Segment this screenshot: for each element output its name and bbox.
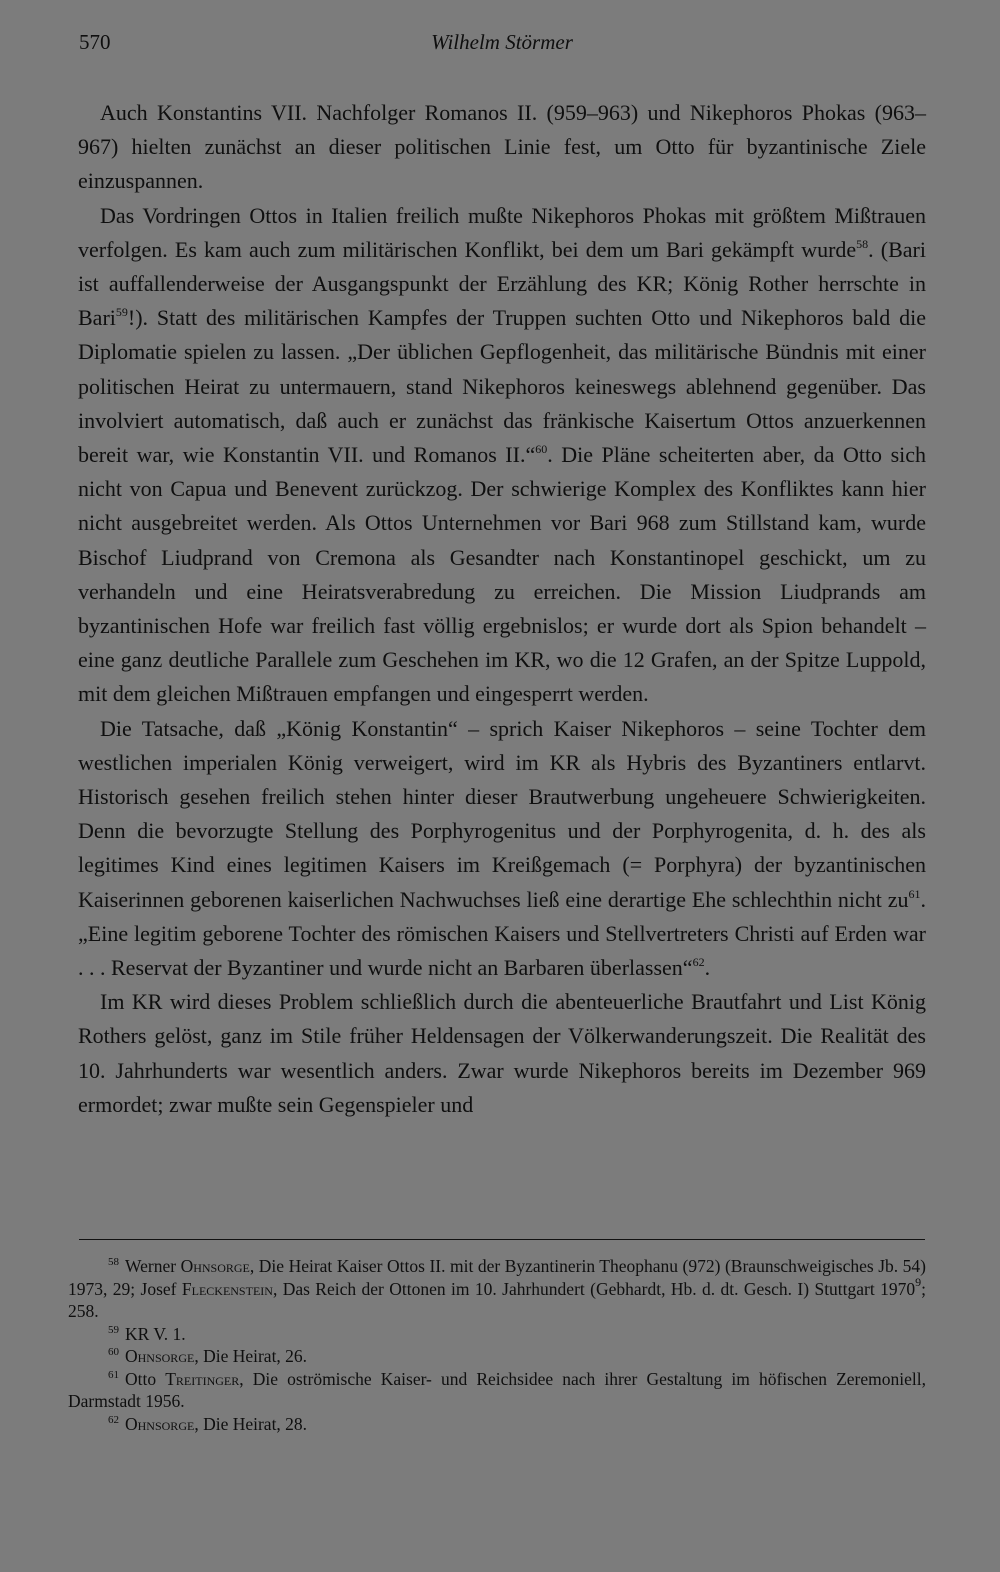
footnote-reference: 59 (115, 305, 128, 320)
paragraph: Auch Konstantins VII. Nachfolger Romanos II. (959–963) und Nikephoros Phokas (963–967) hielten zunächst an dieser politischen Linie fest, um Otto für byzantinische Ziele einzuspannen. (78, 100, 926, 194)
footnote-number: 58 (108, 1256, 119, 1268)
footnote-reference: 58 (856, 236, 869, 251)
footnote: $^{58}$ Werner Ohnsorge, Die Heirat Kaiser Ottos II. mit der Byzantinerin Theophanu (972) (Braunschweigisches Jb. 54) 1973, 29; Josef Fleckenstein, Das Reich der Ottonen im 10. Jahrhundert (Gebhardt, Hb. d. dt. Gesch. I) Stuttgart 1970$^9$; 258. (68, 1256, 926, 1321)
paragraph: Das Vordringen Ottos in Italien freilich mußte Nikephoros Phokas mit größtem Mißtrauen verfolgen. Es kam auch zum militärischen Konflikt, bei dem um Bari gekämpft wurde$^{58}$. (Bari ist auffallenderweise der Ausgangspunkt der Erzählung des KR; König Rother herrschte in Bari$^{59}$!). Statt des militärischen Kampfes der Truppen suchten Otto und Nikephoros bald die Diplomatie spielen zu lassen. „Der üblichen Gepflogenheit, das militärische Bündnis mit einer politischen Heirat zu untermauern, stand Nikephoros keineswegs ablehnend gegenüber. Das involviert automatisch, daß auch er zunächst das fränkische Kaisertum Ottos anzuerkennen bereit war, wie Konstantin VII. und Romanos II.“$^{60}$. Die Pläne scheiterten aber, da Otto sich nicht von Capua und Benevent zurückzog. Der schwierige Komplex des Konfliktes kann hier nicht ausgebreitet werden. Als Ottos Unternehmen vor Bari 968 zum Stillstand kam, wurde Bischof Liudprand von Cremona als Gesandter nach Konstantinopel geschickt, um zu verhandeln und eine Heiratsverabredung zu erreichen. Die Mission Liudprands am byzantinischen Hofe war freilich fast völlig ergebnislos; er wurde dort als Spion behandelt – eine ganz deutliche Parallele zum Geschehen im KR, wo die 12 Grafen, an der Spitze Luppold, mit dem gleichen Mißtrauen empfangen und eingesperrt werden. (78, 202, 927, 707)
paragraph: Im KR wird dieses Problem schließlich durch die abenteuerliche Brautfahrt und List König Rothers gelöst, ganz im Stile früher Heldensagen der Völkerwanderungszeit. Die Realität des 10. Jahrhunderts war wesentlich anders. Zwar wurde Nikephoros bereits im Dezember 969 ermordet; zwar mußte sein Gegenspieler und (78, 989, 926, 1117)
paragraph: Die Tatsache, daß „König Konstantin“ – sprich Kaiser Nikephoros – seine Tochter dem westlichen imperialen König verweigert, wird im KR als Hybris des Byzantiners entlarvt. Historisch gesehen freilich stehen hinter dieser Brautwerbung ungeheuere Schwierigkeiten. Denn die bevorzugte Stellung des Porphyrogenitus und der Porphyrogenita, d. h. des als legitimes Kind eines legitimen Kaisers im Kreißgemach (= Porphyra) der byzantinischen Kaiserinnen geborenen kaiserlichen Nachwuchses ließ eine derartige Ehe schlechthin nicht zu$^{61}$. „Eine legitim geborene Tochter des römischen Kaisers und Stellvertreters Christi auf Erden war . . . Reservat der Byzantiner und wurde nicht an Barbaren überlassen“$^{62}$. (78, 715, 926, 981)
footnote-reference: 61 (908, 886, 921, 901)
body-text (78, 96, 926, 1122)
footnote: $^{62}$ Ohnsorge, Die Heirat, 28. (108, 1413, 308, 1434)
author-name: Treitinger (165, 1368, 240, 1389)
author-name: Ohnsorge (125, 1413, 195, 1434)
page-number: 570 (79, 30, 111, 54)
footnotes (68, 1255, 926, 1435)
footnote-reference: 62 (692, 955, 705, 970)
author-name: Fleckenstein (181, 1278, 273, 1299)
author-name: Ohnsorge (125, 1346, 195, 1366)
footnote: $^{60}$ Ohnsorge, Die Heirat, 26. (108, 1346, 308, 1366)
author-name: Ohnsorge (180, 1256, 250, 1276)
edition-superscript: 9 (915, 1274, 922, 1289)
footnote: $^{59}$ KR V. 1. (108, 1323, 186, 1344)
footnote-number: 61 (108, 1368, 119, 1381)
footnote: $^{61}$ Otto Treitinger, Die oströmische Kaiser- und Reichsidee nach ihrer Gestaltung im höfischen Zeremoniell, Darmstadt 1956. (68, 1368, 926, 1411)
footnote-number: 62 (108, 1413, 119, 1426)
page-header (79, 30, 925, 64)
footnote-divider (79, 1239, 925, 1240)
running-head: Wilhelm Störmer (431, 30, 573, 54)
footnote-number: 59 (108, 1323, 119, 1336)
footnote-number: 60 (108, 1346, 119, 1358)
footnote-reference: 60 (535, 442, 548, 457)
